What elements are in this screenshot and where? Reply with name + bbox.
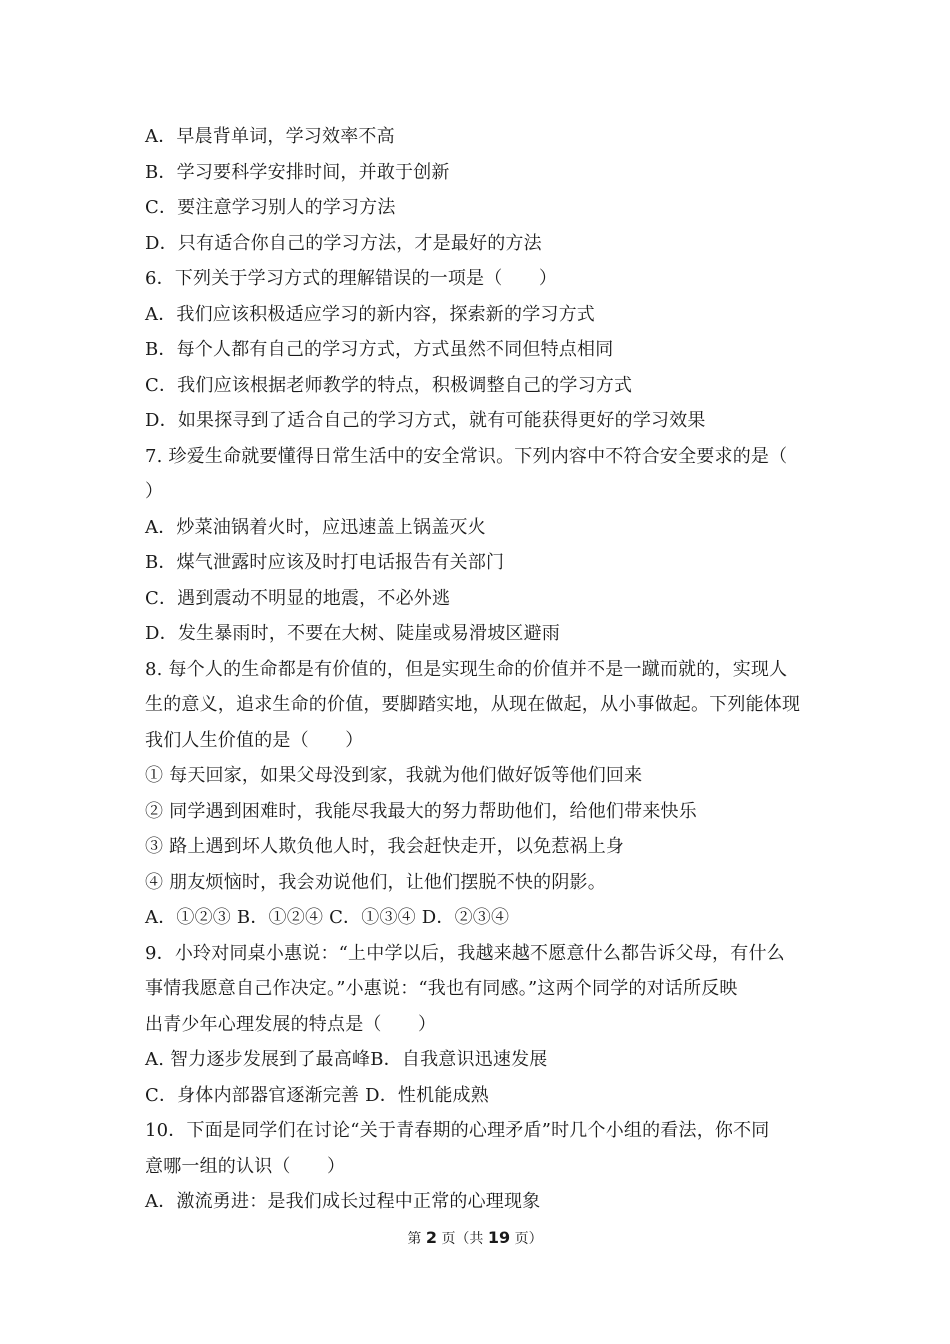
text-line: C．身体内部器官逐渐完善 D．性机能成熟	[145, 1084, 489, 1106]
text-line: 生的意义，追求生命的价值，要脚踏实地，从现在做起，从小事做起。下列能体现	[145, 694, 801, 715]
text-line: D．只有适合你自己的学习方法，才是最好的方法	[145, 232, 542, 254]
text-line: ③ 路上遇到坏人欺负他人时，我会赶快走开，以免惹祸上身	[145, 836, 625, 857]
text-line: ④ 朋友烦恼时，我会劝说他们，让他们摆脱不快的阴影。	[145, 871, 606, 893]
text-line: ② 同学遇到困难时，我能尽我最大的努力帮助他们，给他们带来快乐	[145, 800, 697, 822]
text-line: D．如果探寻到了适合自己的学习方式，就有可能获得更好的学习效果	[145, 410, 706, 431]
page-footer	[0, 1228, 950, 1249]
footer-suffix: 页）	[514, 1231, 543, 1247]
question-text-body	[145, 119, 815, 1220]
footer-prefix: 第	[407, 1231, 422, 1247]
text-line: B．学习要科学安排时间，并敢于创新	[145, 161, 450, 183]
current-page-number: 2	[425, 1228, 437, 1247]
text-line: 出青少年心理发展的特点是（ ）	[145, 1013, 437, 1035]
text-line: A．激流勇进：是我们成长过程中正常的心理现象	[145, 1191, 541, 1212]
text-line: B．煤气泄露时应该及时打电话报告有关部门	[145, 552, 505, 573]
text-line: A. 智力逐步发展到了最高峰B．自我意识迅速发展	[145, 1049, 548, 1070]
question-line: 6．下列关于学习方式的理解错误的一项是（ ）	[145, 268, 558, 289]
text-line: 我们人生价值的是（ ）	[145, 729, 364, 751]
question-line: 8. 每个人的生命都是有价值的，但是实现生命的价值并不是一蹴而就的，实现人	[145, 658, 788, 680]
text-line: C．遇到震动不明显的地震，不必外逃	[145, 587, 451, 609]
text-line: B．每个人都有自己的学习方式，方式虽然不同但特点相同	[145, 339, 614, 360]
text-line: A．我们应该积极适应学习的新内容，探索新的学习方式	[145, 303, 595, 325]
text-line: D．发生暴雨时，不要在大树、陡崖或易滑坡区避雨	[145, 623, 561, 644]
question-line: 9．小玲对同桌小惠说：“上中学以后，我越来越不愿意什么都告诉父母，有什么	[145, 942, 785, 964]
question-line: 10．下面是同学们在讨论“关于青春期的心理矛盾”时几个小组的看法，你不同	[145, 1120, 770, 1141]
text-line: A．早晨背单词，学习效率不高	[145, 126, 395, 147]
text-line: ）	[145, 481, 164, 502]
text-line: ① 每天回家，如果父母没到家，我就为他们做好饭等他们回来	[145, 765, 643, 786]
total-pages-number: 19	[487, 1228, 511, 1247]
question-line: 7. 珍爱生命就要懂得日常生活中的安全常识。下列内容中不符合安全要求的是（	[145, 445, 788, 467]
text-line: C．要注意学习别人的学习方法	[145, 197, 396, 218]
text-line: A．①②③ B．①②④ C．①③④ D．②③④	[145, 907, 510, 928]
text-line: A．炒菜油锅着火时，应迅速盖上锅盖灭火	[145, 516, 486, 538]
text-line: 事情我愿意自己作决定。”小惠说：“我也有同感。”这两个同学的对话所反映	[145, 978, 738, 999]
text-line: 意哪一组的认识（ ）	[145, 1155, 346, 1177]
text-line: C．我们应该根据老师教学的特点，积极调整自己的学习方式	[145, 374, 633, 396]
footer-mid: 页（共	[441, 1231, 484, 1247]
